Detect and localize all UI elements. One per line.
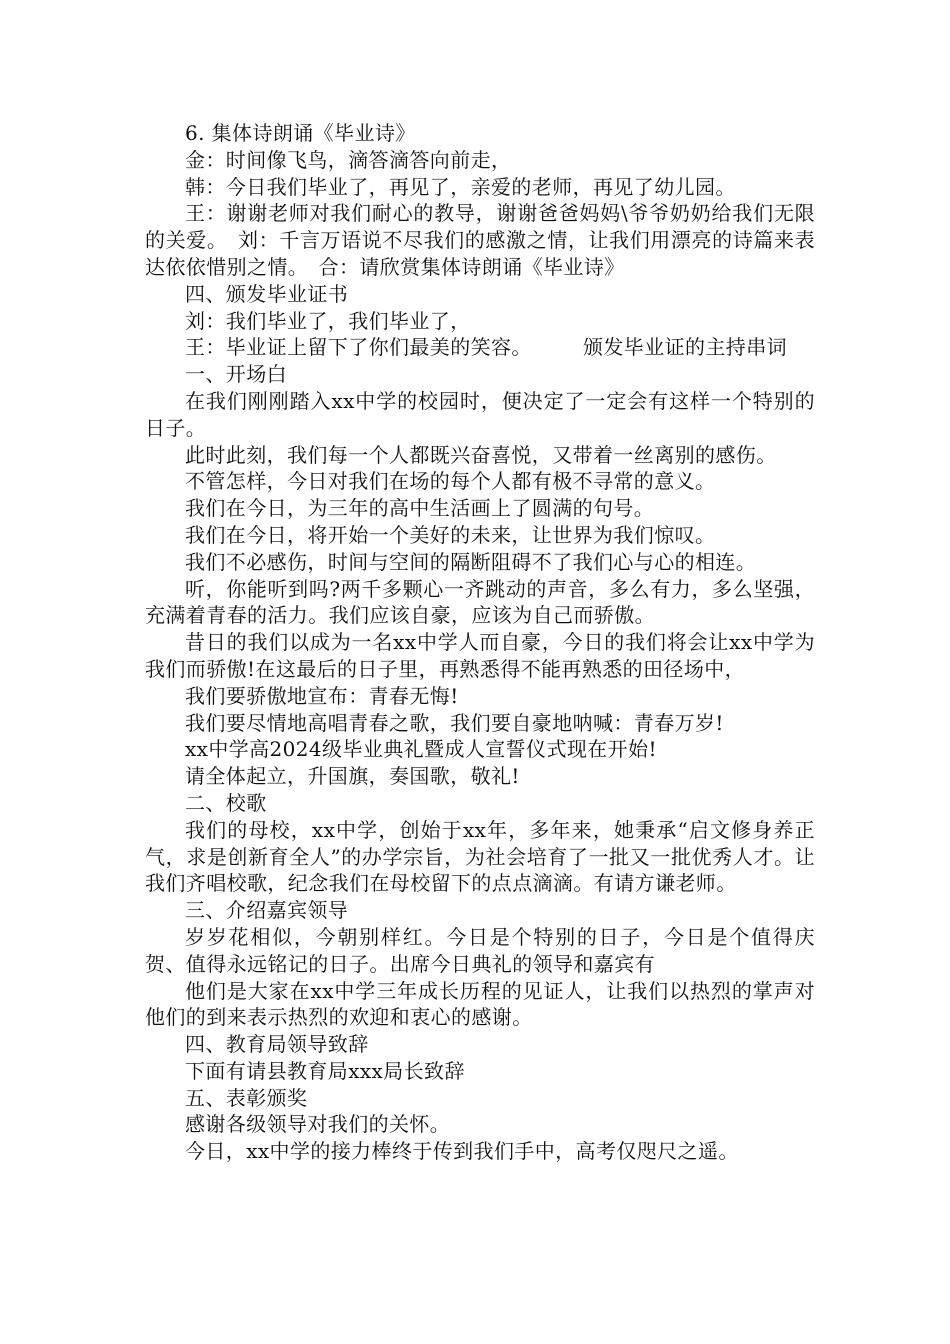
paragraph: 下面有请县教育局xxx局长致辞 [185, 1058, 465, 1083]
paragraph: 在我们刚刚踏入xx中学的校园时，便决定了一定会有这样一个特别的日子。 [145, 388, 815, 440]
section-heading: 五、表彰颁奖 [185, 1085, 308, 1110]
document-body [145, 120, 815, 1165]
paragraph: 6. 集体诗朗诵《毕业诗》 [185, 121, 416, 145]
paragraph: 我们在今日，将开始一个美好的未来，让世界为我们惊叹。 [185, 522, 716, 547]
paragraph: 我们不必感伤，时间与空间的隔断阻碍不了我们心与心的相连。 [185, 549, 757, 574]
paragraph: 我们要骄傲地宣布：青春无悔! [185, 683, 459, 708]
section-heading: 三、介绍嘉宾领导 [185, 898, 349, 923]
paragraph: 王：毕业证上留下了你们最美的笑容。 颁发毕业证的主持串词 [185, 335, 787, 360]
paragraph: 我们在今日，为三年的高中生活画上了圆满的句号。 [185, 496, 655, 521]
paragraph: 他们是大家在xx中学三年成长历程的见证人，让我们以热烈的掌声对他们的到来表示热烈的欢迎和衷心的感谢。 [145, 978, 815, 1030]
paragraph: 岁岁花相似，今朝别样红。今日是个特别的日子，今日是个值得庆贺、值得永远铭记的日子。出席今日典礼的领导和嘉宾有 [145, 924, 815, 976]
paragraph: 昔日的我们以成为一名xx中学人而自豪，今日的我们将会让xx中学为我们而骄傲!在这最后的日子里，再熟悉得不能再熟悉的田径场中， [145, 630, 815, 681]
paragraph: 我们要尽情地高唱青春之歌，我们要自豪地呐喊：青春万岁! [185, 710, 724, 735]
paragraph: 请全体起立，升国旗，奏国歌，敬礼! [185, 764, 520, 789]
paragraph: 今日，xx中学的接力棒终于传到我们手中，高考仅咫尺之遥。 [185, 1139, 739, 1164]
paragraph: 此时此刻，我们每一个人都既兴奋喜悦，又带着一丝离别的感伤。 [185, 442, 777, 467]
paragraph: 韩：今日我们毕业了，再见了，亲爱的老师，再见了幼儿园。 [185, 174, 736, 199]
paragraph: xx中学高2024级毕业典礼暨成人宣誓仪式现在开始! [185, 737, 657, 762]
paragraph: 听，你能听到吗?两千多颗心一齐跳动的声音，多么有力，多么坚强，充满着青春的活力。我们应该自豪，应该为自己而骄傲。 [145, 576, 815, 628]
paragraph: 王：谢谢老师对我们耐心的教导，谢谢爸爸妈妈\爷爷奶奶给我们无限的关爱。 刘：千言万语说不尽我们的感激之情，让我们用漂亮的诗篇来表达依依惜别之情。 合：请欣赏集体诗朗诵《毕业诗》 [145, 201, 815, 279]
section-heading: 四、颁发毕业证书 [185, 281, 349, 306]
paragraph: 不管怎样，今日对我们在场的每个人都有极不寻常的意义。 [185, 469, 716, 494]
section-heading: 一、开场白 [185, 362, 287, 387]
paragraph: 我们的母校，xx中学，创始于xx年，多年来，她秉承“启文修身养正气，求是创新育全人”的办学宗旨，为社会培育了一批又一批优秀人才。让我们齐唱校歌，纪念我们在母校留下的点点滴滴。有请方谦老师。 [145, 817, 815, 896]
paragraph: 金：时间像飞鸟，滴答滴答向前走， [185, 147, 512, 172]
section-heading: 二、校歌 [185, 790, 267, 815]
paragraph: 感谢各级领导对我们的关怀。 [185, 1112, 451, 1137]
section-heading: 四、教育局领导致辞 [185, 1032, 369, 1057]
paragraph: 刘：我们毕业了，我们毕业了， [185, 308, 471, 333]
